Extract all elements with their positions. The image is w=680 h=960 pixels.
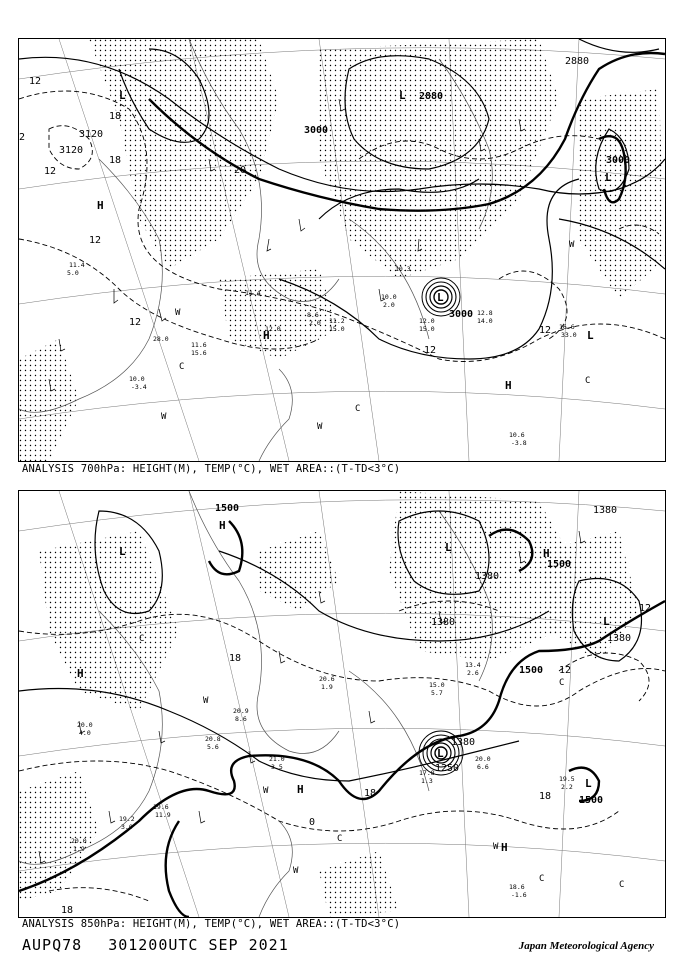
station-value: 17.8 — [419, 769, 435, 777]
low-center-marker: L — [603, 615, 610, 628]
low-center-marker: L — [605, 171, 612, 184]
height-label-1380: 1380 — [593, 505, 618, 516]
station-value: 1.3 — [421, 777, 433, 785]
high-center-marker: H — [501, 841, 508, 854]
station-value: 15.0 — [429, 681, 445, 689]
map-850hpa — [19, 491, 665, 917]
caption-700hpa: ANALYSIS 700hPa: HEIGHT(M), TEMP(°C), WET AREA::(T-TD<3°C) — [22, 463, 401, 475]
height-label-3120: 3120 — [79, 129, 104, 140]
height-label-3000: 3000 — [449, 309, 474, 320]
temp-label: 18 — [229, 653, 242, 664]
station-value: 3.5 — [271, 763, 283, 771]
station-value: 11.2 — [329, 317, 345, 325]
warm-marker: W — [317, 422, 323, 432]
cold-marker: C — [337, 834, 343, 844]
height-label-3000: 3000 — [304, 125, 329, 136]
station-value: 19.5 — [559, 775, 575, 783]
low-center-marker: L — [437, 747, 444, 760]
station-value: 20.0 — [77, 721, 93, 729]
high-center-marker: H — [77, 667, 84, 680]
station-value: 15.6 — [191, 349, 207, 357]
map-700hpa — [19, 39, 665, 461]
station-value: 10.0 — [381, 293, 397, 301]
low-center-marker: L — [587, 329, 594, 342]
height-label-1250: 1250 — [435, 763, 460, 774]
station-value: 1.9 — [73, 845, 85, 853]
station-value: 20.8 — [205, 735, 221, 743]
warm-marker: W — [161, 412, 167, 422]
station-value: 8.6 — [235, 715, 247, 723]
height-label-3120: 3120 — [59, 145, 84, 156]
station-value: 13.4 — [465, 661, 481, 669]
warm-marker: W — [569, 240, 575, 250]
station-value: 2.6 — [467, 669, 479, 677]
chart-identifier — [22, 936, 289, 954]
chart-code: AUPQ78 — [22, 936, 83, 954]
valid-time: 301200UTC SEP 2021 — [108, 936, 289, 954]
height-label-1500: 1500 — [215, 503, 240, 514]
height-label-1380: 1380 — [431, 617, 456, 628]
temp-label: 12 — [89, 235, 102, 246]
cold-marker: C — [355, 404, 361, 414]
high-center-marker: H — [97, 199, 104, 212]
caption-850hpa: ANALYSIS 850hPa: HEIGHT(M), TEMP(°C), WET AREA::(T-TD<3°C) — [22, 918, 401, 930]
high-center-marker: H — [297, 783, 304, 796]
station-value: 5.6 — [207, 743, 219, 751]
temp-label: 12 — [424, 345, 437, 356]
low-center-marker: L — [445, 541, 452, 554]
station-value: 20.0 — [71, 837, 87, 845]
temp-label: 0 — [309, 817, 316, 828]
temp-label: 18 — [364, 788, 377, 799]
temp-label: 12 — [559, 665, 572, 676]
station-value: 10.0 — [129, 375, 145, 383]
map-panel-850hpa — [18, 490, 666, 918]
station-value: 15.0 — [419, 325, 435, 333]
station-value: 2.2 — [561, 783, 573, 791]
low-center-marker: L — [119, 545, 126, 558]
warm-marker: W — [203, 696, 209, 706]
low-center-marker: L — [585, 777, 592, 790]
station-value: 16.6 — [559, 323, 575, 331]
station-value: 20.6 — [319, 675, 335, 683]
station-value: 2.0 — [309, 319, 321, 327]
temp-label: 12 — [29, 76, 42, 87]
cold-marker: C — [179, 362, 185, 372]
station-value: 8.6 — [307, 311, 319, 319]
station-value: -3.8 — [511, 439, 527, 447]
station-value: 19.6 — [153, 803, 169, 811]
station-value: 2.0 — [383, 301, 395, 309]
station-value: 5.0 — [67, 269, 79, 277]
station-value: 10.6 — [509, 431, 525, 439]
station-value: 6.6 — [477, 763, 489, 771]
high-center-marker: H — [543, 547, 550, 560]
low-center-marker: L — [119, 89, 126, 102]
height-label-1500: 1500 — [547, 559, 572, 570]
height-label-3000: 3000 — [606, 155, 631, 166]
station-value: 11.4 — [69, 261, 85, 269]
temp-label: 20 — [234, 165, 247, 176]
station-value: 12.0 — [419, 317, 435, 325]
low-center-marker: L — [399, 89, 406, 102]
station-value: 11.4 — [245, 289, 261, 297]
temp-label: 2 — [19, 132, 26, 143]
height-label-1380: 1380 — [607, 633, 632, 644]
station-value: 4.0 — [79, 729, 91, 737]
height-label-1380: 1380 — [451, 737, 476, 748]
station-value: 10.3 — [395, 265, 411, 273]
station-value: 21.0 — [269, 755, 285, 763]
cold-marker: C — [559, 678, 565, 688]
station-value: 12.8 — [477, 309, 493, 317]
warm-marker: W — [493, 842, 499, 852]
station-value: 18.6 — [509, 883, 525, 891]
station-value: 19.2 — [119, 815, 135, 823]
temp-label: 12 — [129, 317, 142, 328]
cold-marker: C — [139, 634, 145, 644]
height-label-1500: 1500 — [579, 795, 604, 806]
high-center-marker: H — [219, 519, 226, 532]
warm-marker: W — [175, 308, 181, 318]
station-value: 3.0 — [121, 823, 133, 831]
height-label-2880: 2880 — [419, 91, 444, 102]
warm-marker: W — [293, 866, 299, 876]
station-value: 28.0 — [153, 335, 169, 343]
agency-name: Japan Meteorological Agency — [518, 940, 654, 952]
temp-label: 12 — [539, 325, 552, 336]
height-label-1380: 1380 — [475, 571, 500, 582]
high-center-marker: H — [263, 329, 270, 342]
cold-marker: C — [585, 376, 591, 386]
station-value: 20.0 — [475, 755, 491, 763]
temp-label: 12 — [639, 603, 652, 614]
low-center-marker: L — [437, 291, 444, 304]
station-value: 11.6 — [191, 341, 207, 349]
station-value: 11.9 — [155, 811, 171, 819]
temp-label: 18 — [109, 111, 122, 122]
high-center-marker: H — [505, 379, 512, 392]
warm-marker: W — [263, 786, 269, 796]
station-value: 5.7 — [431, 689, 443, 697]
station-value: -3.4 — [131, 383, 147, 391]
station-value: -1.6 — [511, 891, 527, 899]
station-value: 12.0 — [265, 325, 281, 333]
station-value: 15.0 — [329, 325, 345, 333]
map-panel-700hpa — [18, 38, 666, 462]
station-value: 1.9 — [321, 683, 333, 691]
height-label-1500: 1500 — [519, 665, 544, 676]
temp-label: 18 — [539, 791, 552, 802]
temp-label: 12 — [44, 166, 57, 177]
station-value: 33.0 — [561, 331, 577, 339]
station-value: 20.9 — [233, 707, 249, 715]
cold-marker: C — [619, 880, 625, 890]
height-label-2880: 2880 — [565, 56, 590, 67]
temp-label: 18 — [61, 905, 74, 916]
station-value: 14.0 — [477, 317, 493, 325]
temp-label: 18 — [109, 155, 122, 166]
cold-marker: C — [539, 874, 545, 884]
